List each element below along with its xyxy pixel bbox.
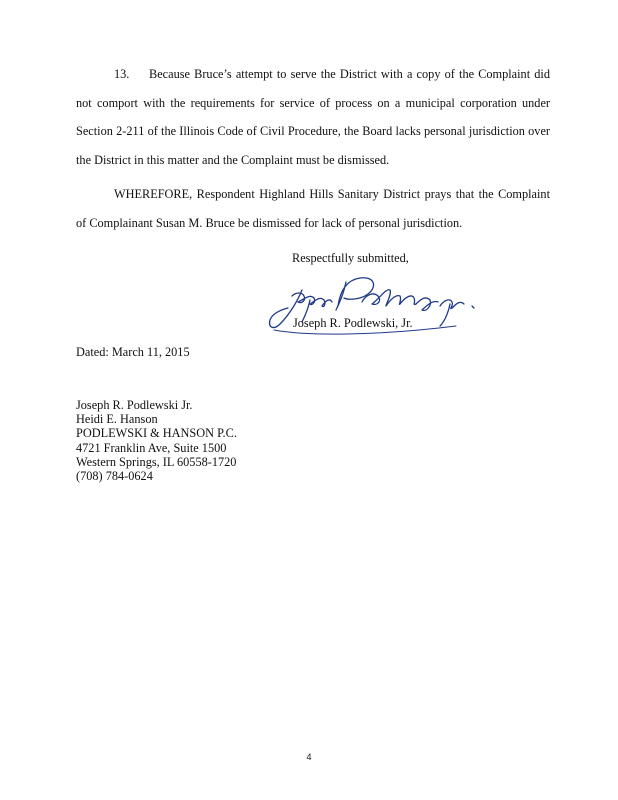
wherefore-paragraph: WHEREFORE, Respondent Highland Hills Sanitary District prays that the Complaint of Complainant Susan M. Bruce be dismissed for lack of personal jurisdiction.	[76, 187, 550, 230]
dated-line: Dated: March 11, 2015	[76, 345, 190, 359]
address-line: (708) 784-0624	[76, 469, 153, 484]
signer-name: Joseph R. Podlewski, Jr.	[293, 316, 413, 330]
address-line: PODLEWSKI & HANSON P.C.	[76, 426, 237, 441]
address-line: Joseph R. Podlewski Jr.	[76, 398, 193, 412]
paragraph-13-text: Because Bruce’s attempt to serve the District with a copy of the Complaint did not comport with the requirements for service of process on a municipal corporation under Section 2-211 of the Illinois Code of Civil Procedure, the Board lacks personal jurisdiction over the District in this matter and the Complaint must be dismissed.	[76, 67, 550, 168]
page-number: 4	[306, 752, 312, 762]
address-line: 4721 Franklin Ave, Suite 1500	[76, 440, 227, 455]
paragraph-number: 13.	[114, 67, 130, 81]
address-block	[76, 398, 237, 483]
address-line: Heidi E. Hanson	[76, 412, 158, 427]
closing-text: Respectfully submitted,	[292, 251, 409, 265]
paragraph-13	[76, 60, 550, 175]
address-line: Western Springs, IL 60558-1720	[76, 454, 237, 469]
signature-block	[292, 250, 532, 330]
